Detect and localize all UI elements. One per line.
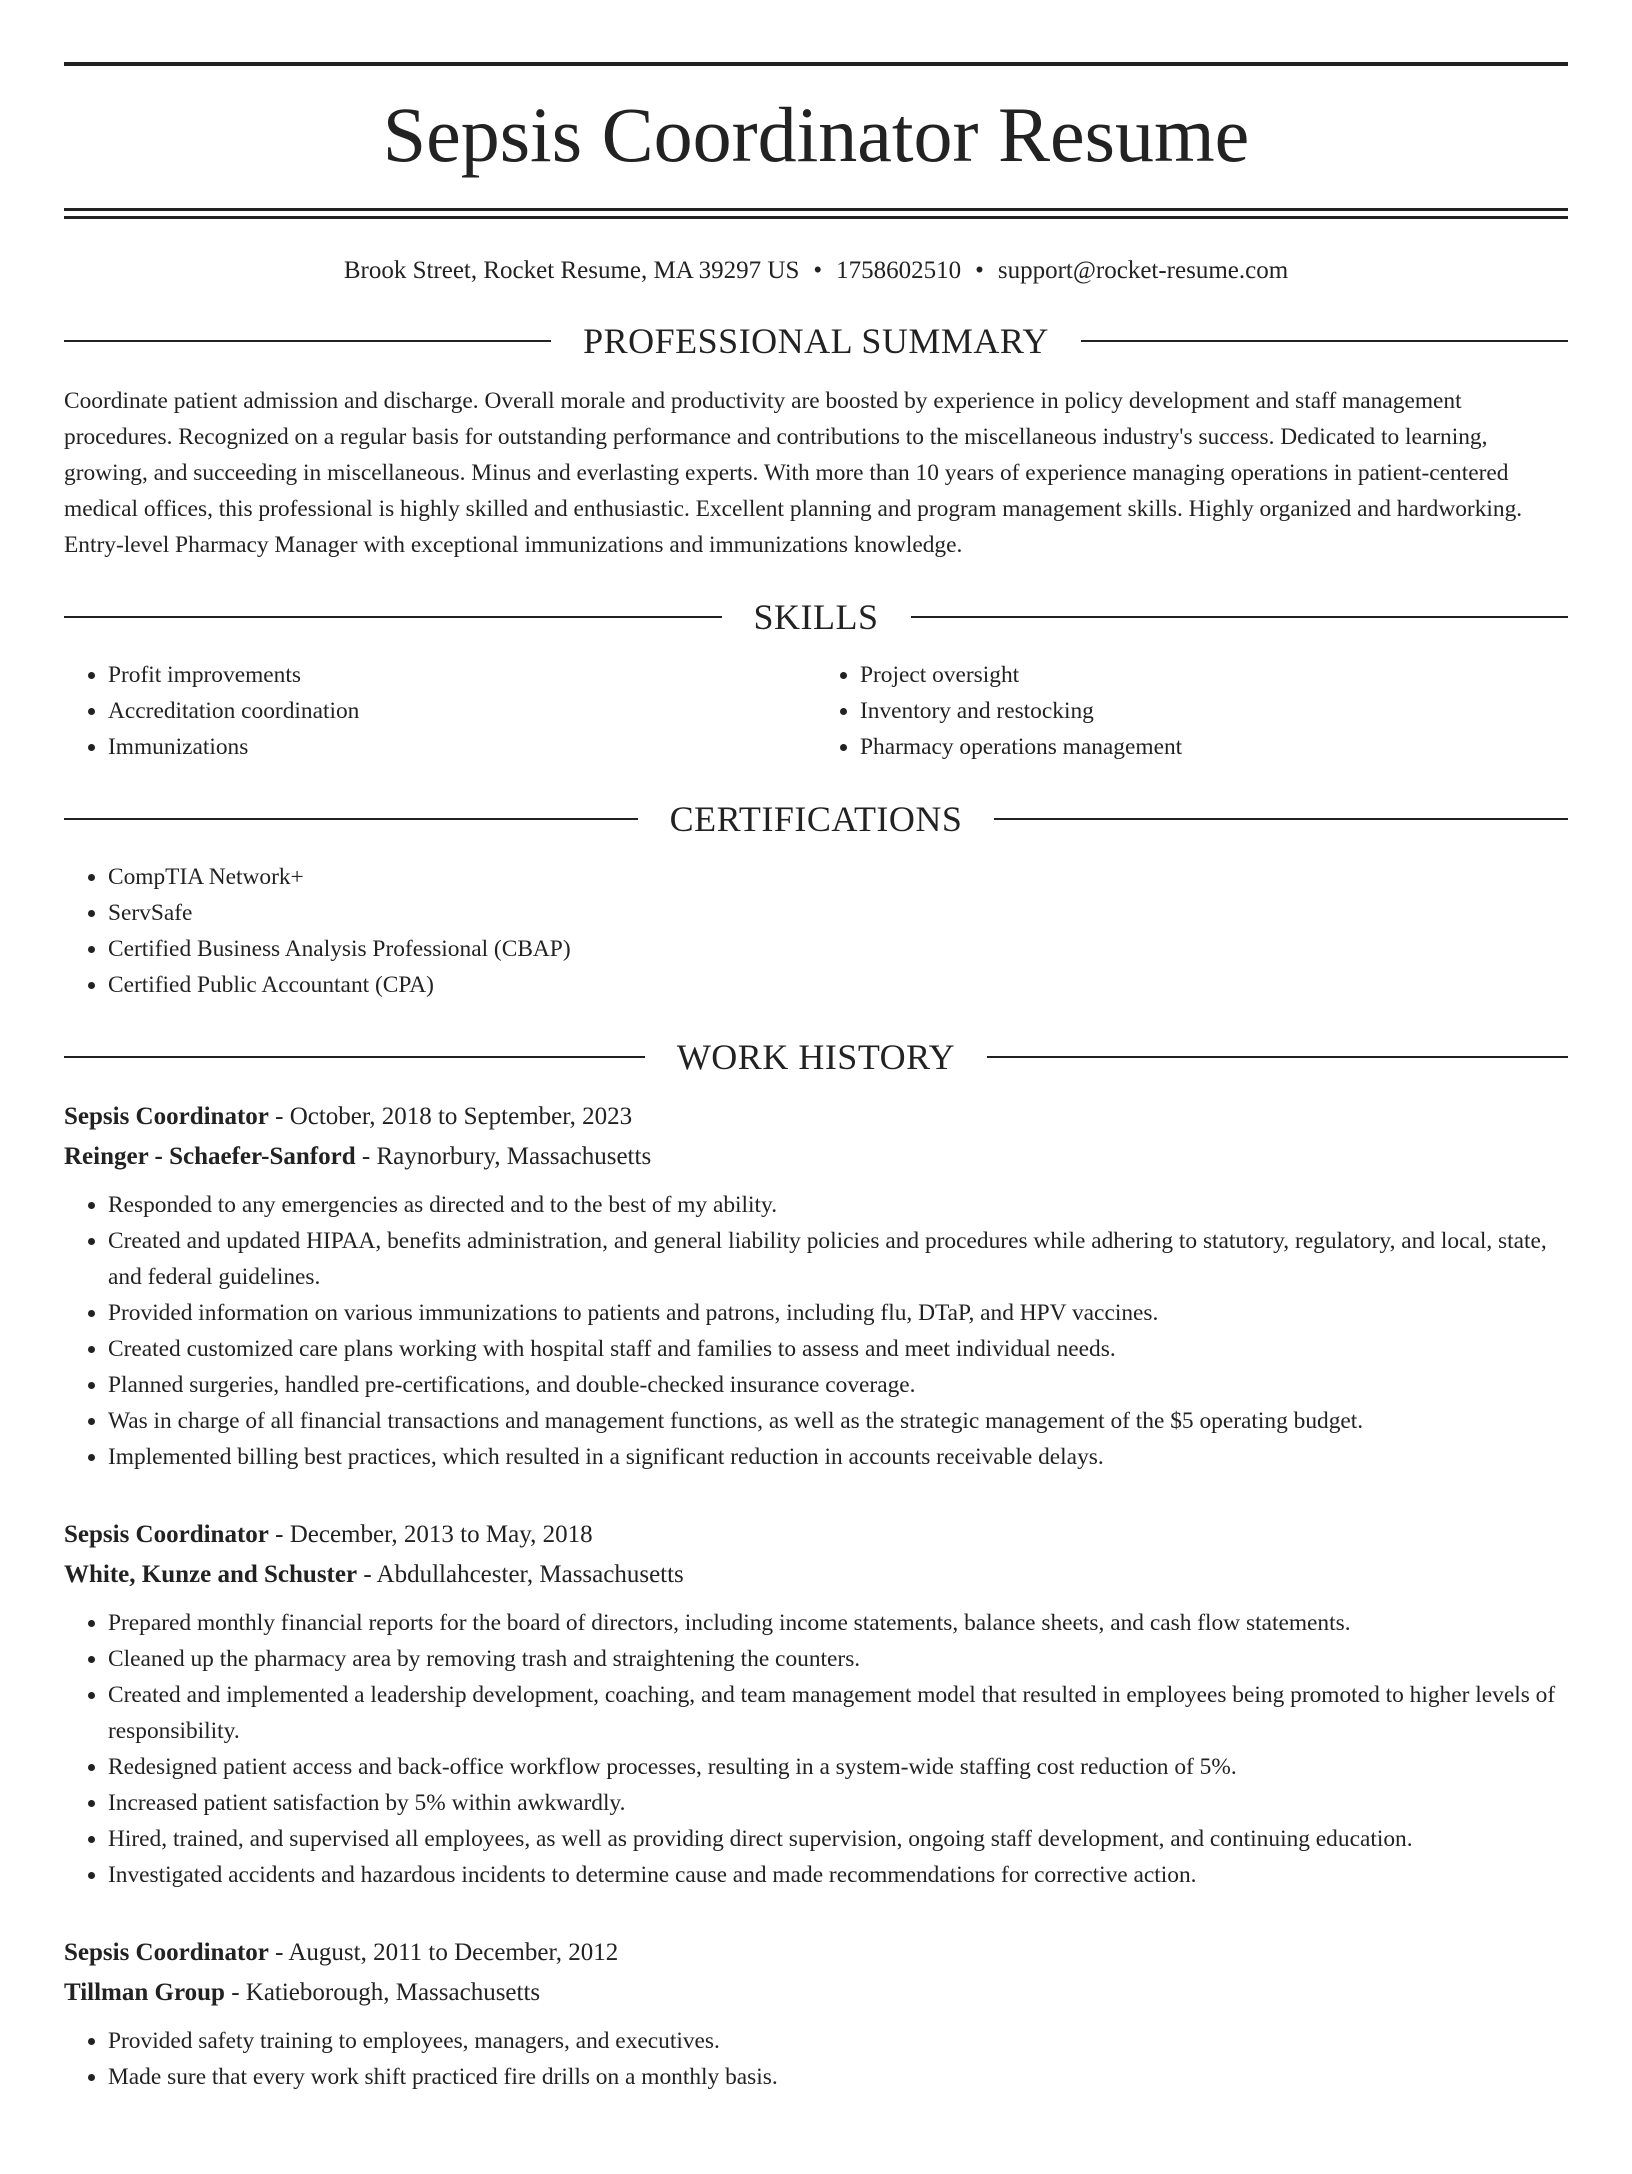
job-company-line xyxy=(64,1137,1568,1177)
job-location: - Katieborough, Massachusetts xyxy=(224,1979,541,2006)
contact-email[interactable]: support@rocket-resume.com xyxy=(997,257,1289,284)
skills-columns xyxy=(64,657,1568,765)
resume-page xyxy=(0,62,1632,2174)
job-bullet: • Was in charge of all financial transactions and management functions, as well as the strategic management of the $5 operating budget. xyxy=(108,1403,1568,1439)
skills-list-right xyxy=(816,657,1568,765)
job-bullet: • Increased patient satisfaction by 5% within awkwardly. xyxy=(108,1785,1568,1821)
contact-separator: • xyxy=(813,257,823,284)
heading-rule xyxy=(64,1056,645,1058)
job-entry xyxy=(64,1933,1568,2095)
skill-item: • Inventory and restocking xyxy=(860,693,1568,729)
heading-rule xyxy=(1081,340,1568,342)
job-title: Sepsis Coordinator xyxy=(64,1939,269,1966)
title-double-rule xyxy=(64,208,1568,219)
job-bullet: • Provided safety training to employees, managers, and executives. xyxy=(108,2023,1568,2059)
contact-address: Brook Street, Rocket Resume, MA 39297 US xyxy=(343,257,800,284)
job-bullet: • Planned surgeries, handled pre-certifications, and double-checked insurance coverage. xyxy=(108,1367,1568,1403)
job-bullets xyxy=(64,1605,1568,1893)
skill-item: • Pharmacy operations management xyxy=(860,729,1568,765)
contact-separator: • xyxy=(975,257,984,284)
job-bullets xyxy=(64,1187,1568,1475)
job-title-line xyxy=(64,1515,1568,1555)
job-location: - Abdullahcester, Massachusetts xyxy=(357,1561,684,1588)
certifications-section-heading xyxy=(64,799,1568,839)
job-dates: - August, 2011 to December, 2012 xyxy=(268,1939,619,1966)
skills-section-heading xyxy=(64,597,1568,637)
heading-rule xyxy=(987,1056,1568,1058)
heading-rule xyxy=(64,616,722,618)
job-bullet: • Made sure that every work shift practiced fire drills on a monthly basis. xyxy=(108,2059,1568,2095)
certifications-block xyxy=(64,859,1568,1003)
certification-item: • Certified Business Analysis Professional (CBAP) xyxy=(108,931,1568,967)
job-bullet: • Created and updated HIPAA, benefits administration, and general liability policies and procedures while adhering to statutory, regulatory, and local, state, and federal guidelines. xyxy=(108,1223,1568,1295)
job-bullet: • Created and implemented a leadership development, coaching, and team management model that resulted in employees being promoted to higher levels of responsibility. xyxy=(108,1677,1568,1749)
job-bullet: • Provided information on various immunizations to patients and patrons, including flu, DTaP, and HPV vaccines. xyxy=(108,1295,1568,1331)
skills-heading-label: SKILLS xyxy=(753,597,879,637)
job-company-line xyxy=(64,1555,1568,1595)
skill-item: • Immunizations xyxy=(108,729,816,765)
job-title: Sepsis Coordinator xyxy=(64,1103,269,1130)
certification-item: • Certified Public Accountant (CPA) xyxy=(108,967,1568,1003)
contact-line xyxy=(64,255,1568,287)
heading-rule xyxy=(994,818,1568,820)
skill-item: • Profit improvements xyxy=(108,657,816,693)
certification-item: • CompTIA Network+ xyxy=(108,859,1568,895)
certifications-heading-label: CERTIFICATIONS xyxy=(669,799,963,839)
summary-text: Coordinate patient admission and discharge. Overall morale and productivity are boosted by experience in policy development and staff management procedures. Recognized on a regular basis for outstanding performance and contributions to the miscellaneous industry's success. Dedicated to learning, growing, and succeeding in miscellaneous. Minus and everlasting experts. With more than 10 years of experience managing operations in patient-centered medical offices, this professional is highly skilled and enthusiastic. Excellent planning and program management skills. Highly organized and hardworking. Entry-level Pharmacy Manager with exceptional immunizations and immunizations knowledge. xyxy=(64,388,1523,558)
contact-phone: 1758602510 xyxy=(836,257,962,284)
job-location: - Raynorbury, Massachusetts xyxy=(355,1143,652,1170)
certifications-list xyxy=(64,859,1568,1003)
job-company-line xyxy=(64,1973,1568,2013)
skill-item: • Project oversight xyxy=(860,657,1568,693)
job-company: Reinger - Schaefer-Sanford xyxy=(64,1143,356,1170)
job-dates: - October, 2018 to September, 2023 xyxy=(268,1103,633,1130)
work-heading-label: WORK HISTORY xyxy=(676,1037,956,1077)
work-section-heading xyxy=(64,1037,1568,1077)
skills-list-left xyxy=(64,657,816,765)
job-title-line xyxy=(64,1097,1568,1137)
job-title-line xyxy=(64,1933,1568,1973)
certification-item: • ServSafe xyxy=(108,895,1568,931)
job-company: Tillman Group xyxy=(64,1979,225,2006)
job-bullet: • Investigated accidents and hazardous incidents to determine cause and made recommendations for corrective action. xyxy=(108,1857,1568,1893)
job-bullet: • Hired, trained, and supervised all employees, as well as providing direct supervision, ongoing staff development, and continuing education. xyxy=(108,1821,1568,1857)
job-bullet: • Redesigned patient access and back-office workflow processes, resulting in a system-wide staffing cost reduction of 5%. xyxy=(108,1749,1568,1785)
job-entry xyxy=(64,1097,1568,1475)
job-title: Sepsis Coordinator xyxy=(64,1521,269,1548)
heading-rule xyxy=(64,340,551,342)
skill-item: • Accreditation coordination xyxy=(108,693,816,729)
summary-heading-label: PROFESSIONAL SUMMARY xyxy=(583,321,1049,361)
job-bullet: • Implemented billing best practices, which resulted in a significant reduction in accounts receivable delays. xyxy=(108,1439,1568,1475)
heading-rule xyxy=(64,818,638,820)
job-bullet: • Created customized care plans working with hospital staff and families to assess and meet individual needs. xyxy=(108,1331,1568,1367)
job-bullet: • Responded to any emergencies as directed and to the best of my ability. xyxy=(108,1187,1568,1223)
job-company: White, Kunze and Schuster xyxy=(64,1561,358,1588)
job-dates: - December, 2013 to May, 2018 xyxy=(268,1521,593,1548)
job-bullets xyxy=(64,2023,1568,2095)
job-bullet: • Prepared monthly financial reports for the board of directors, including income statements, balance sheets, and cash flow statements. xyxy=(108,1605,1568,1641)
heading-rule xyxy=(911,616,1569,618)
job-entry xyxy=(64,1515,1568,1893)
job-bullet: • Cleaned up the pharmacy area by removing trash and straightening the counters. xyxy=(108,1641,1568,1677)
resume-title: Sepsis Coordinator Resume xyxy=(382,91,1250,178)
summary-section-heading xyxy=(64,321,1568,361)
